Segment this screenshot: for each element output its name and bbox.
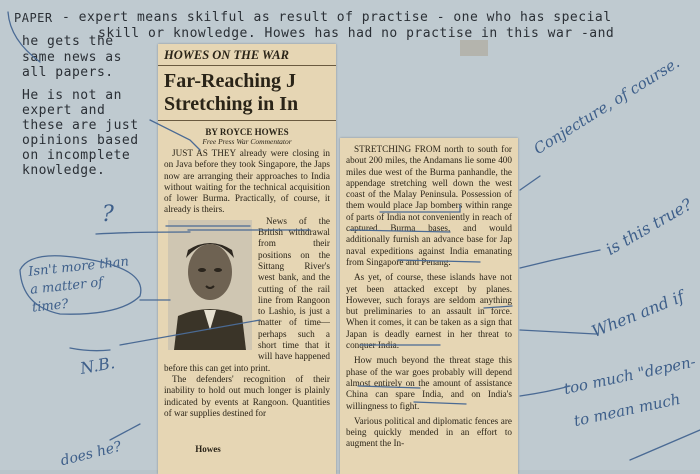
handwritten-question-mark: ? bbox=[102, 202, 114, 227]
column-heading: HOWES ON THE WAR bbox=[158, 44, 336, 66]
typed-line-6: He is not an bbox=[22, 88, 122, 103]
photo-caption: Howes bbox=[195, 444, 221, 454]
paragraph-6: How much beyond the threat stage this phase of the war goes probably will depend almost entirely on the amount of assistance China can spare India, and on India's willingness to fight. bbox=[346, 355, 512, 411]
handwritten-note-too-much: too much "depen- bbox=[562, 352, 698, 398]
handwritten-note-conjecture: Conjecture, of course. bbox=[530, 53, 683, 158]
typed-line-3: he gets the bbox=[22, 34, 114, 49]
headline-line-1: Far-Reaching J bbox=[164, 70, 297, 92]
paragraph-1: JUST AS THEY already were closing in on Java before they took Singapore, the Japs now are arranging their approaches to India without waiting for the technical acquisition of lower Burma. Practically, of course, it already is theirs. bbox=[164, 148, 330, 215]
handwritten-note-is-this-true: is this true? bbox=[602, 194, 696, 259]
newspaper-clipping-left bbox=[158, 44, 336, 474]
typed-line-8: these are just bbox=[22, 118, 139, 133]
handwritten-note-too-mean: to mean much bbox=[572, 389, 682, 430]
byline: BY ROYCE HOWES bbox=[205, 127, 289, 137]
handwritten-note-matter-of-time: Isn't more than a matter of time? bbox=[27, 254, 130, 316]
typed-line-7: expert and bbox=[22, 103, 106, 118]
paragraph-4: STRETCHING FROM north to south for about 200 miles, the Andamans lie some 400 miles due west of the Burma panhandle, the appendage stretching well down the west coast of the Malay Peninsula. Possession of them would place Jap bombers within range of parts of India not conveniently in reach of captured Burma bases, and would additionally furnish an advance base for Jap naval expeditions against India emanating from Singapore and Penang. bbox=[346, 144, 512, 267]
paragraph-7: Various political and diplomatic fences are being quickly mended in an effort to augment the In- bbox=[346, 415, 512, 449]
paragraph-5: As yet, of course, these islands have not yet been attacked except by planes. However, such forays are seldom anything but preliminaries to an assault in force. When it comes, it can be taken as a sign that Japan is deadly earnest in her threat to conquer India. bbox=[346, 272, 512, 351]
author-photo bbox=[168, 220, 252, 350]
article-body-right bbox=[340, 138, 518, 450]
paragraph-2: News of the British withdrawal from their positions on the Sittang River's west bank, and the cutting of the rail line from Rangoon to Lashio, is just a matter of time—perhaps such a short time that it will have happened before this can get into print. bbox=[164, 215, 330, 373]
byline-subtitle: Free Press War Commentator bbox=[202, 137, 292, 146]
typed-line-9: opinions based bbox=[22, 133, 139, 148]
headline bbox=[158, 66, 336, 121]
typed-line-1: - expert means skilful as result of practise - one who has special bbox=[62, 10, 612, 25]
handwritten-note-nb: N.B. bbox=[78, 353, 117, 378]
handwritten-note-when-and-if: When and if bbox=[588, 286, 687, 341]
article-body-left bbox=[158, 148, 336, 454]
paragraph-3: The defenders' recognition of their inability to hold out much longer is plainly indicated by events at Rangoon. Quantities of war supplies destined for bbox=[164, 373, 330, 418]
handwritten-note-bottom-left: does he? bbox=[58, 438, 124, 470]
typed-line-5: all papers. bbox=[22, 65, 114, 80]
typed-line-11: knowledge. bbox=[22, 163, 106, 178]
headline-line-2: Stretching in In bbox=[164, 93, 299, 115]
typed-line-10: on incomplete bbox=[22, 148, 131, 163]
newspaper-clipping-right bbox=[340, 138, 518, 474]
margin-label: PAPER bbox=[14, 11, 53, 25]
typed-line-2: skill or knowledge. Howes has had no practise in this war -and bbox=[98, 26, 615, 41]
tape-mark bbox=[460, 40, 488, 56]
typed-line-4: same news as bbox=[22, 50, 122, 65]
